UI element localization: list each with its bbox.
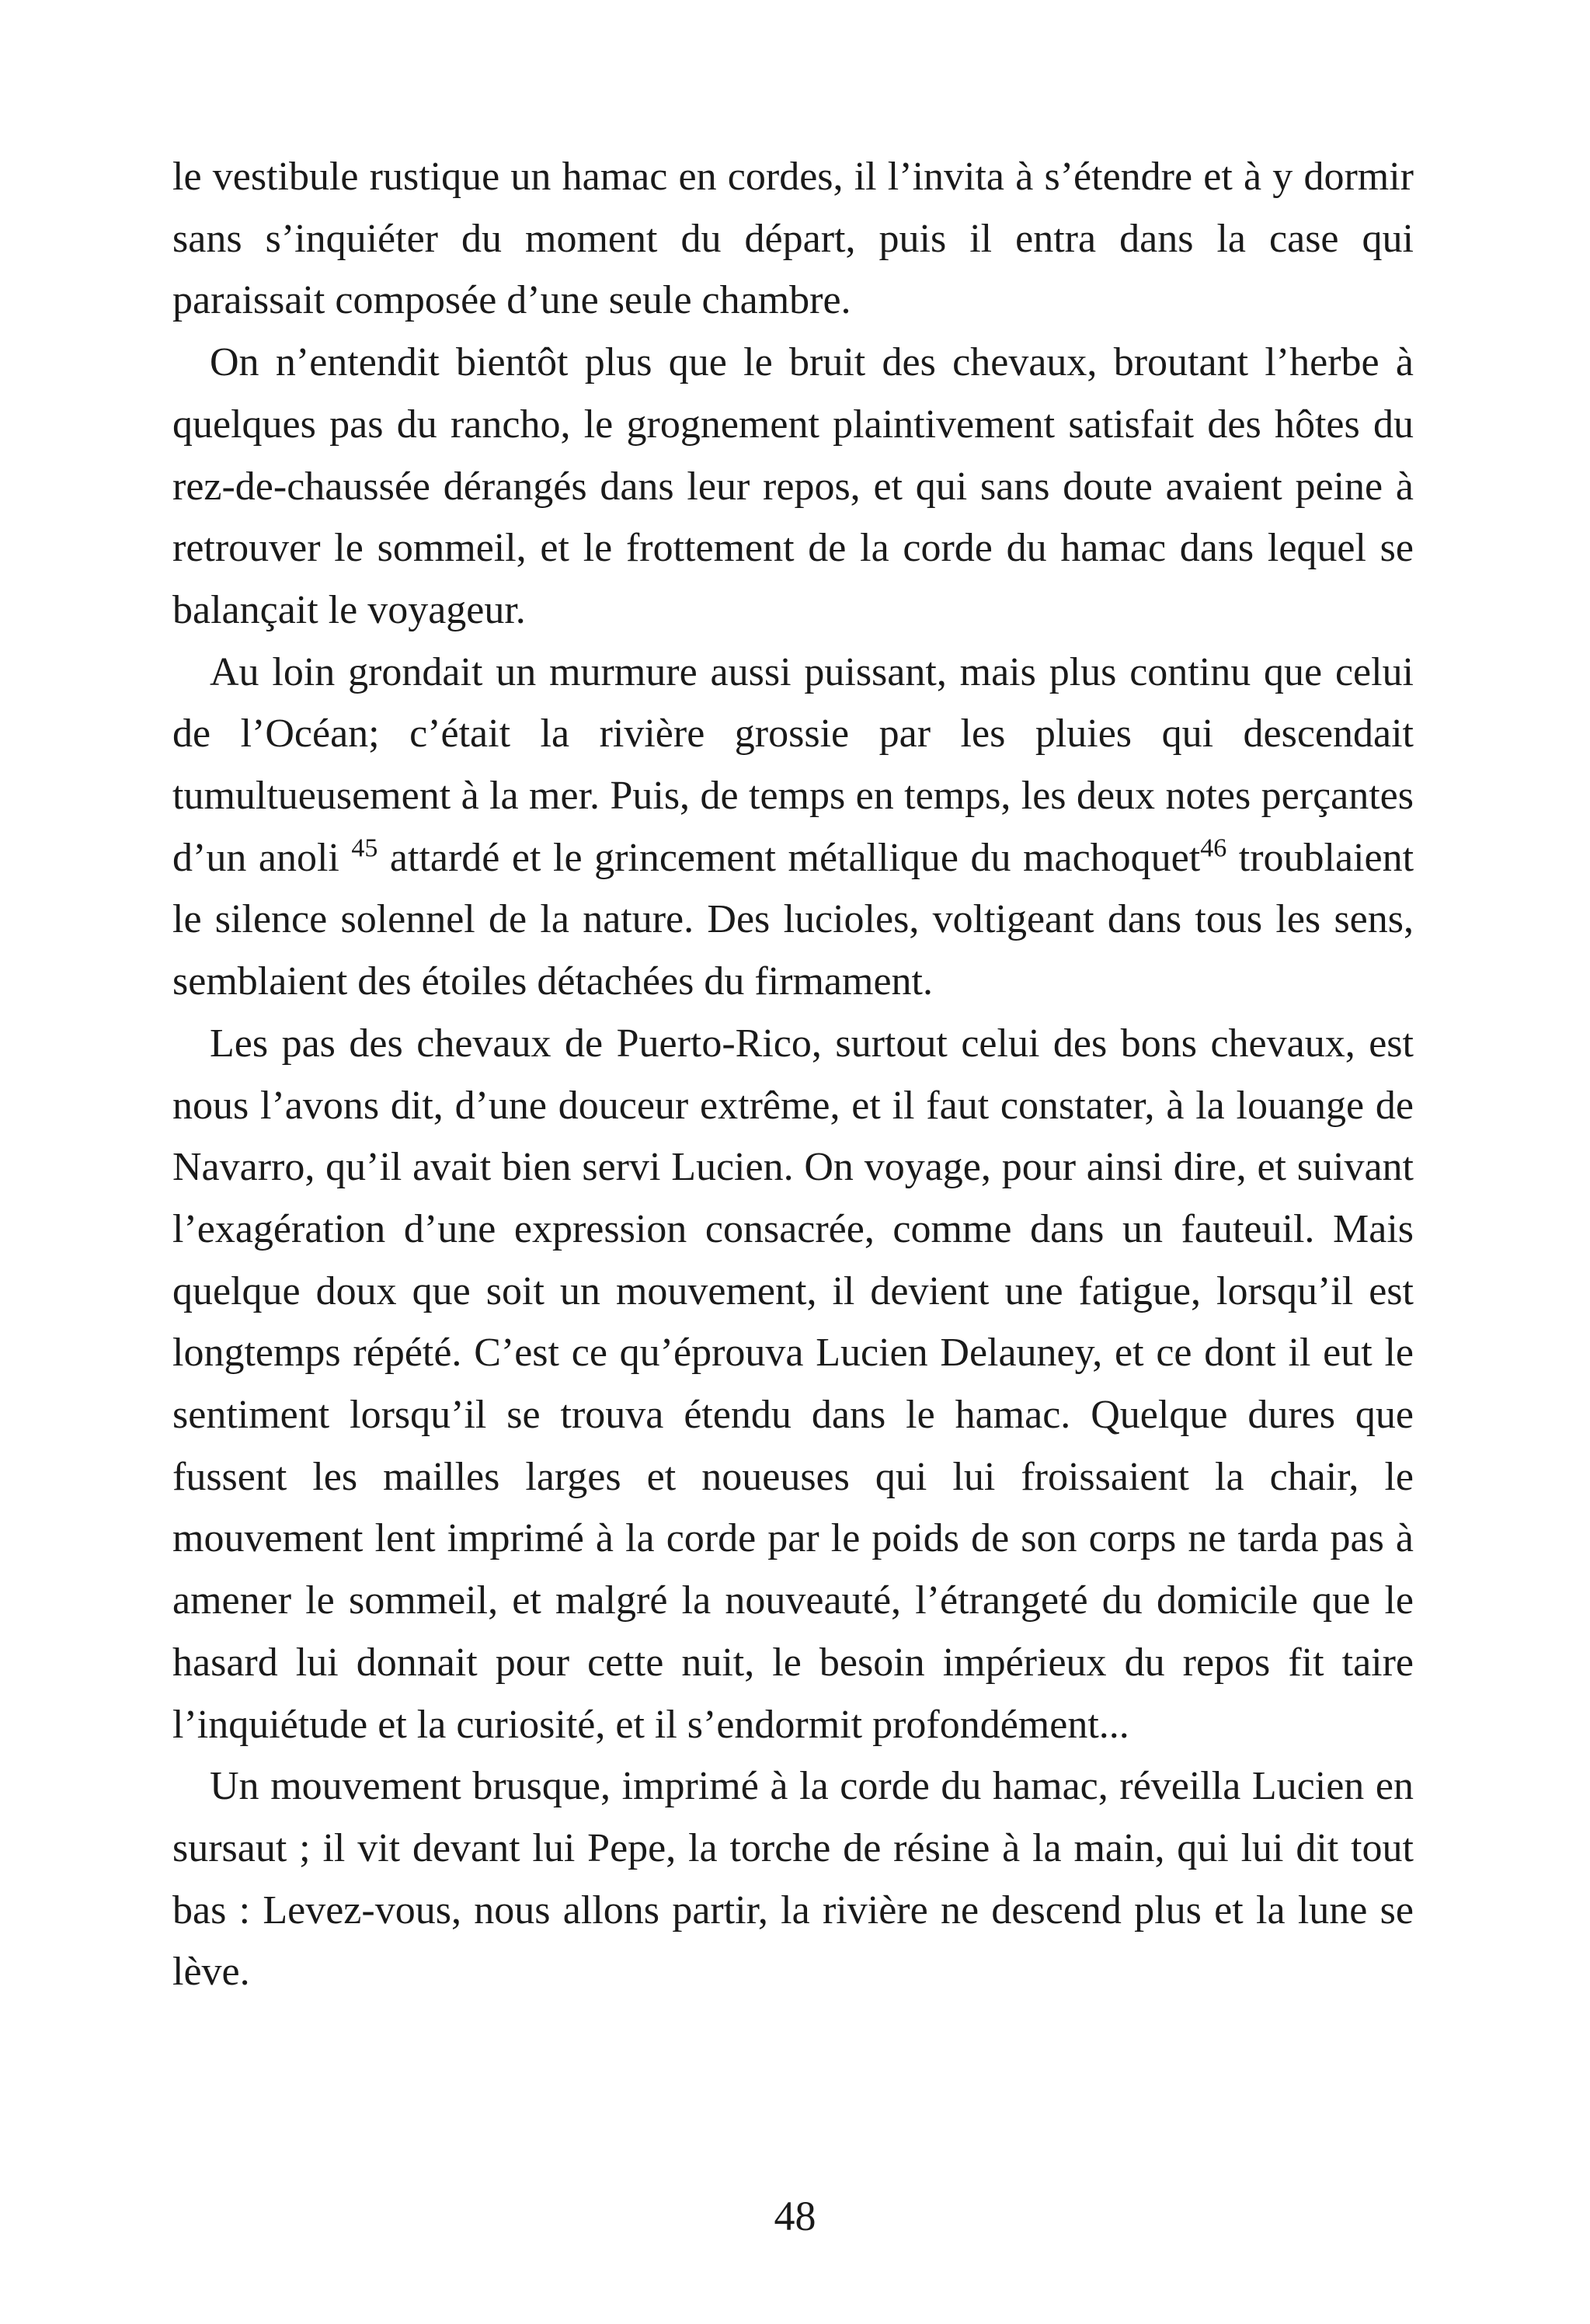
page-number: 48 [774,2193,816,2239]
paragraph-3-part-1: Au loin grondait un murmure aussi puissant, mais plus continu que celui de l’Océan; c’était la rivière grossie par les pluies qui descendait tumultueusement à la mer. Puis, de temps en temps, les deux notes perçantes d’un anoli [172,649,1414,880]
paragraph-1: le vestibule rustique un hamac en cordes, il l’invita à s’étendre et à y dormir sans s’inquiéter du moment du départ, puis il entra dans la case qui paraissait composée d’une seule chambre. [172,155,1414,323]
paragraph-4: Les pas des chevaux de Puerto-Rico, surtout celui des bons chevaux, est nous l’avons dit, d’une douceur extrême, et il faut constater, à la louange de Navarro, qu’il avait bien servi Lucien. On voyage, pour ainsi dire, et suivant l’exagération d’une expression consacrée, comme dans un fauteuil. Mais quelque doux que soit un mouvement, il devient une fatigue, lorsqu’il est longtemps répété. C’est ce qu’éprouva Lucien Delauney, et ce dont il eut le sentiment lorsqu’il se trouva étendu dans le hamac. Quelque dures que fussent les mailles larges et noueuses qui lui froissaient la chair, le mouvement lent imprimé à la corde par le poids de son corps ne tarda pas à amener le sommeil, et malgré la nouveauté, l’étrangeté du domicile que le hasard lui donnait pour cette nuit, le besoin impérieux du repos fit taire l’inquiétude et la curiosité, et il s’endormit profondément... [172,1021,1414,1747]
paragraph-3-part-3: troublaient le silence solennel de la nature. Des lucioles, voltigeant dans tous les sens, semblaient des étoiles détachées du firmament. [172,835,1414,1004]
paragraph-2: On n’entendit bientôt plus que le bruit des chevaux, broutant l’herbe à quelques pas du rancho, le grognement plaintivement satisfait des hôtes du rez-de-chaussée dérangés dans leur repos, et qui sans doute avaient peine à retrouver le sommeil, et le frottement de la corde du hamac dans lequel se balançait le voyageur. [172,340,1414,632]
footnote-ref-45: 45 [351,833,378,863]
footnote-ref-46: 46 [1200,833,1227,863]
paragraph-3-part-2: attardé et le grincement métallique du machoquet [377,835,1201,880]
body-text [172,146,1414,2003]
paragraph-5: Un mouvement brusque, imprimé à la corde du hamac, réveilla Lucien en sursaut ; il vit devant lui Pepe, la torche de résine à la main, qui lui dit tout bas : Levez-vous, nous allons partir, la rivière ne descend plus et la lune se lève. [172,1764,1414,1995]
paragraph-3 [172,642,1414,1013]
